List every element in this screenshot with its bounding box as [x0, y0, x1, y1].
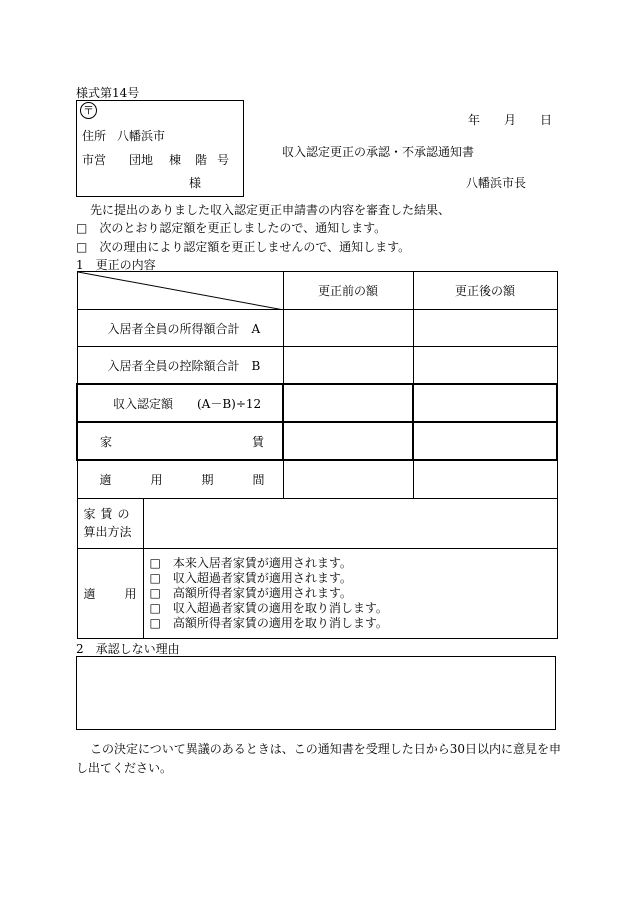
issuer: 八幡浜市長: [466, 176, 527, 190]
option-text: 次のとおり認定額を更正しましたので、通知します。: [99, 221, 387, 235]
rejection-reason-box: [76, 656, 556, 730]
period-char: 間: [252, 472, 265, 487]
header-diagonal-cell: [77, 272, 283, 310]
option-text: 次の理由により認定額を更正しませんので、通知します。: [99, 240, 411, 254]
mune-label: 棟: [169, 153, 182, 167]
footer-line-1: この決定について異議のあるときは、この通知書を受理した日から30日以内に意見を申: [90, 742, 562, 756]
row-rent-before: [283, 422, 413, 460]
apply-option: □ 本来入居者家賃が適用されます。: [149, 555, 352, 570]
calc-method-value: [143, 498, 557, 548]
option-rejected: [76, 238, 410, 255]
row-b-after: [413, 347, 557, 385]
apply-char: 適: [83, 586, 96, 601]
row-rent-after: [413, 422, 557, 460]
housing-prefix: 市営: [82, 153, 107, 167]
calc-label-line: 算出方法: [83, 525, 132, 539]
row-a-before: [283, 310, 413, 347]
row-b-before: [283, 347, 413, 385]
correction-table: [76, 271, 558, 639]
footer-line-2: し出てください。: [76, 761, 173, 775]
col-after-header: 更正後の額: [413, 272, 557, 310]
row-a-text: 入居者全員の所得額合計 A: [107, 321, 261, 336]
postal-mark-icon: [80, 102, 97, 119]
date-year: 年: [468, 113, 481, 127]
section1-title: 1 更正の内容: [76, 258, 156, 272]
sama-label: 様: [189, 176, 202, 190]
row-income-before: [283, 384, 413, 422]
date-month: 月: [504, 113, 517, 127]
period-char: 用: [150, 472, 163, 487]
address-city: 八幡浜市: [117, 129, 166, 143]
row-b-text: 入居者全員の控除額合計 B: [107, 358, 261, 373]
address-box: [76, 100, 244, 197]
rent-char: 家: [100, 434, 113, 449]
row-period-label: [77, 460, 283, 498]
row-b-label: [77, 347, 283, 385]
row-rent-label: [77, 422, 283, 460]
row-income-text: 収入認定額 (A－B)÷12: [113, 396, 262, 411]
option-approved: [76, 219, 386, 236]
apply-option: □ 収入超過者家賃の適用を取り消します。: [149, 600, 388, 615]
apply-label: [77, 548, 143, 638]
address-label: 住所: [82, 129, 107, 143]
row-a-after: [413, 310, 557, 347]
form-number: 様式第14号: [76, 86, 140, 100]
document-title: 収入認定更正の承認・不承認通知書: [282, 145, 475, 159]
diagonal-line: [78, 272, 284, 310]
row-income-after: [413, 384, 557, 422]
calc-label-line: 家賃の: [83, 507, 135, 521]
row-a-label: [77, 310, 283, 347]
go-label: 号: [217, 153, 230, 167]
row-period-after: [413, 460, 557, 498]
intro-text: 先に提出のありました収入認定更正申請書の内容を審査した結果、: [90, 203, 451, 217]
apply-char: 用: [124, 586, 137, 601]
row-income-label: [77, 384, 283, 422]
period-char: 適: [99, 472, 112, 487]
apply-option: □ 高額所得者家賃が適用されます。: [149, 585, 352, 600]
row-period-before: [283, 460, 413, 498]
date-day: 日: [540, 113, 553, 127]
kai-label: 階: [195, 153, 208, 167]
section2-title: 2 承認しない理由: [76, 642, 180, 656]
option-checkbox: □: [76, 240, 88, 254]
apply-option: □ 高額所得者家賃の適用を取り消します。: [149, 615, 388, 630]
option-checkbox: □: [76, 221, 88, 235]
calc-method-label: [77, 498, 143, 548]
danchi-label: 団地: [129, 153, 154, 167]
col-before-header: 更正前の額: [283, 272, 413, 310]
period-char: 期: [201, 472, 214, 487]
postal-mark-text: 〒: [83, 104, 94, 117]
apply-option: □ 収入超過者家賃が適用されます。: [149, 570, 352, 585]
rent-char: 賃: [251, 434, 264, 449]
apply-options: [143, 548, 557, 638]
